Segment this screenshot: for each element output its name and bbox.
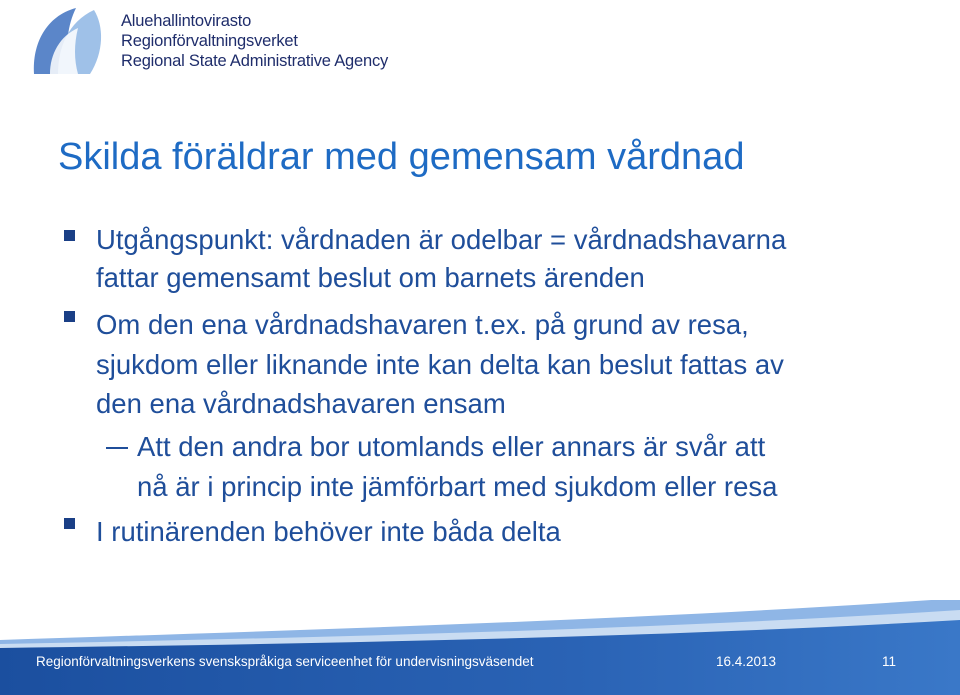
bullet-marker [64, 230, 75, 241]
sub-bullet-dash [106, 447, 128, 449]
sub-bullet-line-1: Att den andra bor utomlands eller annars är svår att [137, 431, 766, 462]
bullet-1-line-1: Utgångspunkt: vårdnaden är odelbar = vårdnadshavarna [96, 224, 787, 255]
bullet-marker [64, 311, 75, 322]
footer-page-number: 11 [882, 654, 897, 669]
organization-name [121, 11, 388, 71]
footer-unit-name: Regionförvaltningsverkens svenskspråkiga serviceenhet för undervisningsväsendet [36, 654, 534, 669]
footer-wave-band [0, 600, 960, 695]
regional-state-admin-logo-icon [28, 4, 108, 80]
bullet-3-line-1: I rutinärenden behöver inte båda delta [96, 516, 561, 547]
bullet-2-line-1: Om den ena vårdnadshavaren t.ex. på grund av resa, [96, 309, 749, 340]
footer-date: 16.4.2013 [716, 654, 777, 669]
org-name-finnish: Aluehallintovirasto [121, 12, 252, 30]
slide-title: Skilda föräldrar med gemensam vårdnad [58, 136, 745, 178]
org-name-swedish: Regionförvaltningsverket [121, 32, 298, 50]
org-name-english: Regional State Administrative Agency [121, 52, 389, 70]
bullet-2-line-3: den ena vårdnadshavaren ensam [96, 388, 506, 419]
bullet-2-line-2: sjukdom eller liknande inte kan delta kan beslut fattas av [96, 349, 784, 380]
bullet-1-line-2: fattar gemensamt beslut om barnets ärenden [96, 262, 645, 293]
bullet-marker [64, 518, 75, 529]
sub-bullet-line-2: nå är i princip inte jämförbart med sjukdom eller resa [137, 471, 778, 502]
